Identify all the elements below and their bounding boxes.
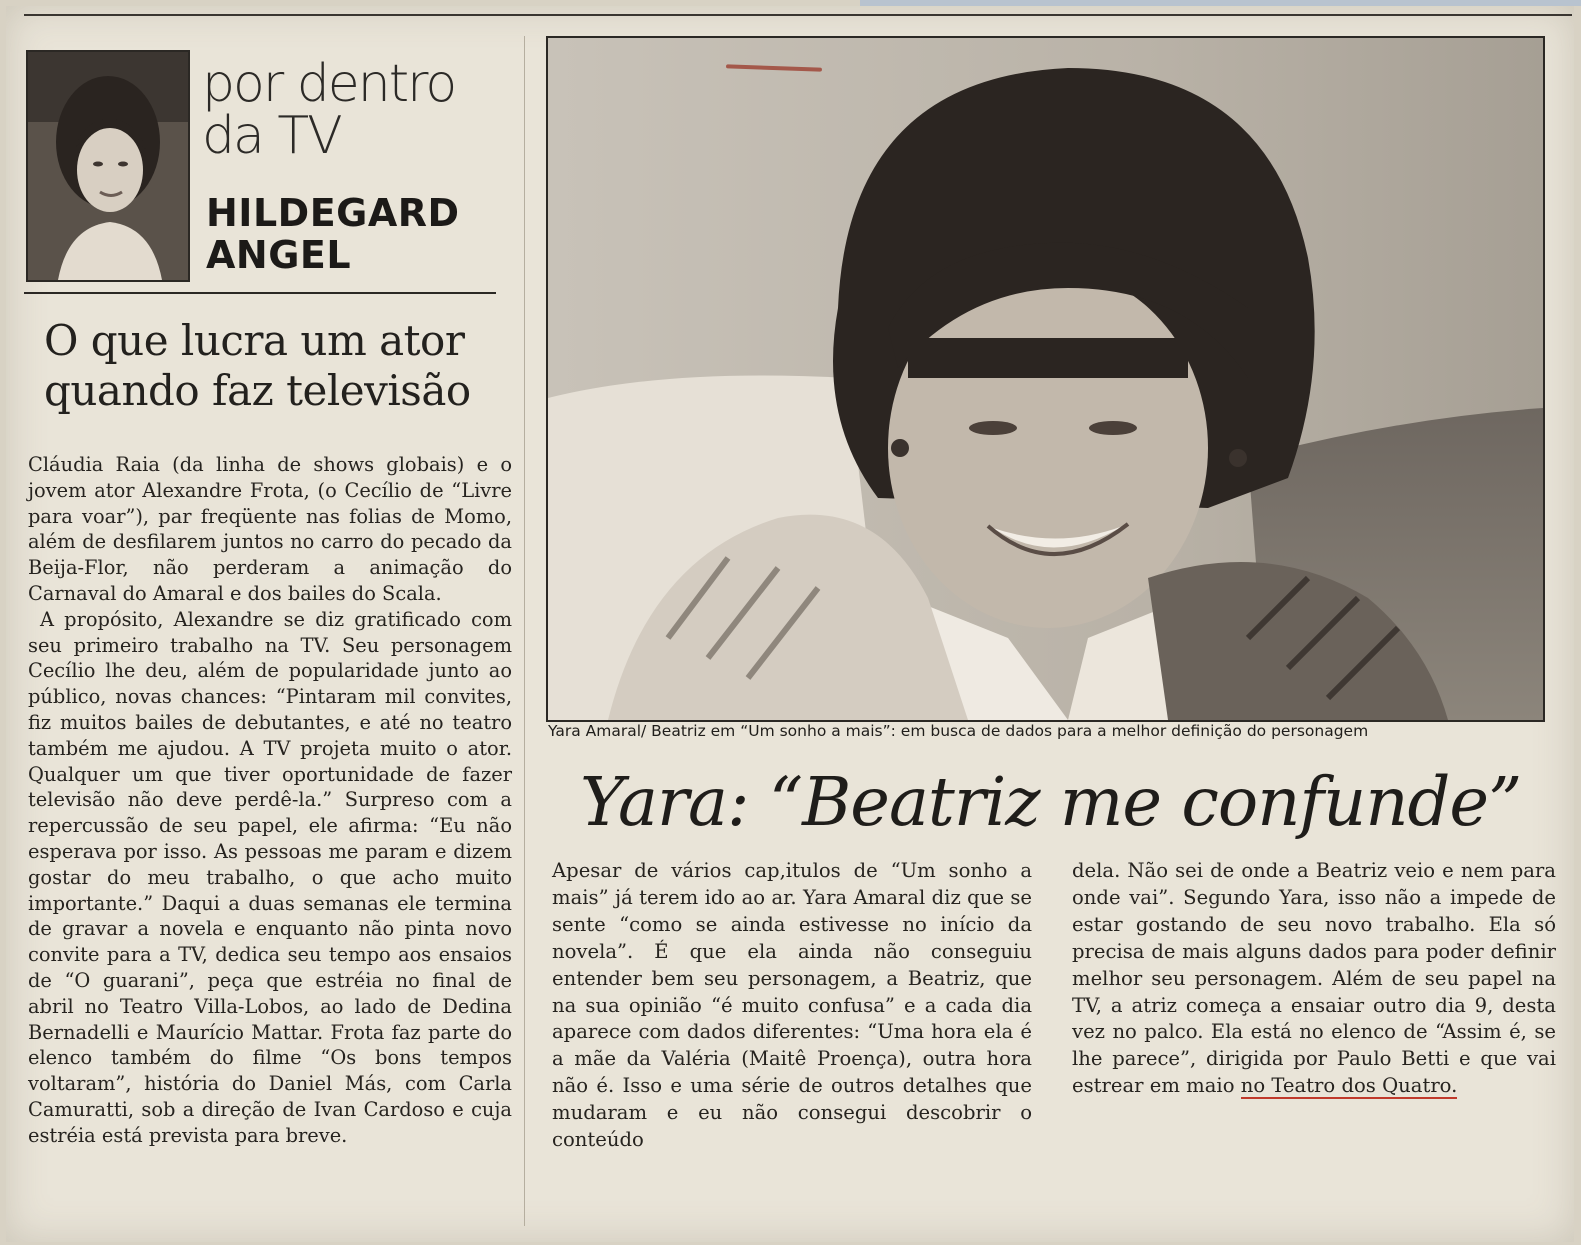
column-title: por dentro da TV — [202, 54, 456, 166]
right-article-headline: Yara: “Beatriz me confunde” — [580, 763, 1522, 841]
right-article-text: Apesar de vários cap,itulos de “Um sonho a mais” já terem ido ao ar. Yara Amaral diz que se sente “como se ainda estivesse no início da novela”. É que ela ainda não conseguiu entender bem seu personagem, a Beatriz, que na sua opinião “é muito confusa” e a cada dia aparece com dados diferentes: “Uma hora ela é a mãe da Valéria (Maitê Proença), outra hora não é. Isso e uma série de outros detalhes que mudaram e eu não consegui descobrir o conteúdo — [552, 859, 1032, 1152]
column-author: HILDEGARD ANGEL — [206, 191, 460, 277]
column-divider — [524, 36, 525, 1226]
header-rule — [24, 292, 496, 294]
right-article-column-2 — [1072, 858, 1556, 1100]
top-rule — [24, 14, 1572, 16]
article-photo — [546, 36, 1545, 722]
right-article-text-2 — [1072, 858, 1556, 1100]
left-article-body — [28, 452, 512, 1149]
right-article-text-main: dela. Não sei de onde a Beatriz veio e nem para onde vai”. Segundo Yara, isso não a impede de estar gostando de seu novo trabalho. Ela só precisa de mais alguns dados para poder definir melhor seu personagem. Além de seu papel na TV, a atriz começa a ensaiar outro dia 9, desta vez no palco. Ela está no elenco de “Assim é, se lhe parece”, dirigida por Paulo Betti e que vai estrear em maio — [1072, 859, 1556, 1098]
left-article-paragraph: A propósito, Alexandre se diz gratificado com seu primeiro trabalho na TV. Seu personagem Cecílio lhe deu, além de popularidade junto ao público, novas chances: “Pintaram mil convites, fiz muitos bailes de debutantes, e até no teatro também me ajudou. A TV projeta muito o ator. Qualquer um que tiver oportunidade de fazer televisão não deve perdê-la.” Surpreso com a repercussão de seu papel, ele afirma: “Eu não esperava por isso. As pessoas me param e dizem gostar do meu trabalho, o que acho muito importante.” Daqui a duas semanas ele termina de gravar a novela e enquanto não pinta novo convite para a TV, dedica seu tempo aos ensaios de “O guarani”, peça que estréia no final de abril no Teatro Villa-Lobos, ao lado de Dedina Bernadelli e Maurício Mattar. Frota faz parte do elenco também do filme “Os bons tempos voltaram”, história do Daniel Más, com Carla Camuratti, sob a direção de Ivan Cardoso e cuja estréia está prevista para breve. — [28, 607, 512, 1147]
right-article-column-1 — [552, 858, 1032, 1154]
left-article-headline: O que lucra um ator quando faz televisão — [44, 316, 471, 415]
background-edge — [860, 0, 1581, 6]
left-article-paragraph: Cláudia Raia (da linha de shows globais) e o jovem ator Alexandre Frota, (o Cecílio de “Livre para voar”), par freqüente nas folias de Momo, além de desfilarem juntos no carro do pecado da Beija-Flor, não perderam a animação do Carnaval do Amaral e dos bailes do Scala. — [28, 453, 512, 605]
columnist-portrait — [26, 50, 190, 282]
underlined-venue: no Teatro dos Quatro. — [1240, 1074, 1458, 1098]
photo-caption: Yara Amaral/ Beatriz em “Um sonho a mais”: em busca de dados para a melhor definição do personagem — [548, 722, 1369, 740]
